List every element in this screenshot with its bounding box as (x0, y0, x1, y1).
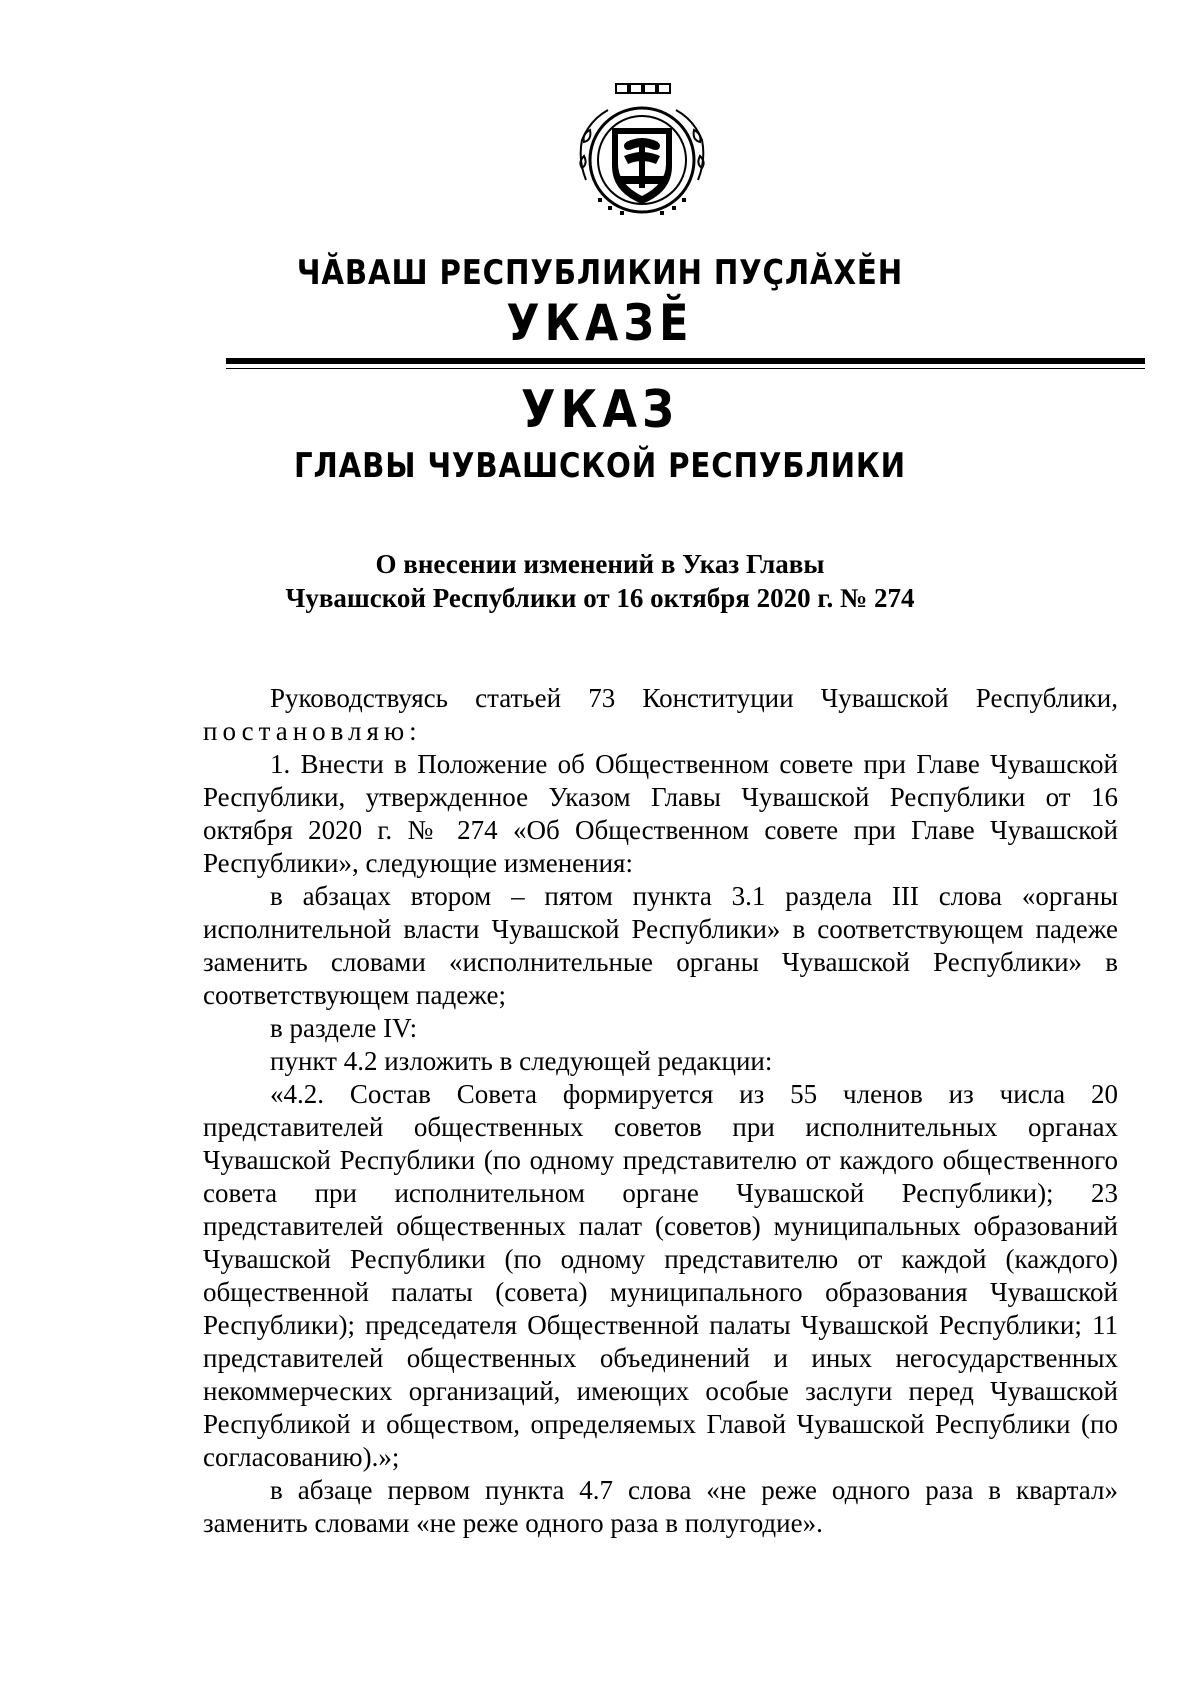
paragraph-item-1: 1. Внести в Положение об Общественном совете при Главе Чувашской Республики, утвержденное Указом Главы Чувашской Республики от 16 октября 2020 г. № 274 «Об Общественном совете при Главе Чувашской Республики», следующие изменения: (203, 749, 1118, 878)
header-russian-line2: ГЛАВЫ ЧУВАШСКОЙ РЕСПУБЛИКИ (293, 446, 907, 486)
coat-of-arms-icon (568, 80, 716, 228)
paragraph-preamble (203, 682, 1118, 748)
header-russian-line1: УКАЗ (520, 380, 680, 440)
document-title-line2: Чувашской Республики от 16 октября 2020 г. № 274 (285, 583, 915, 613)
document-title (0, 547, 1200, 615)
document-body (203, 682, 1118, 1540)
preamble-decree-word: постановляю: (203, 716, 422, 746)
paragraph-item-4-2-intro: пункт 4.2 изложить в следующей редакции: (270, 1046, 773, 1076)
paragraph-section-3-change: в абзацах втором – пятом пункта 3.1 раздела III слова «органы исполнительной власти Чувашской Республики» в соответствующем падеже заменить словами «исполнительные органы Чувашской Республики» в соответствующем падеже; (203, 881, 1118, 1010)
header-divider-thin (226, 368, 1145, 369)
paragraph-section-4: в разделе IV: (270, 1013, 418, 1043)
header-chuvash-line1: ЧӐВАШ РЕСПУБЛИКИН ПУҪЛӐХӖН (296, 253, 904, 293)
paragraph-item-4-7-change: в абзаце первом пункта 4.7 слова «не реже одного раза в квартал» заменить словами «не реже одного раза в полугодие». (203, 1475, 1118, 1538)
paragraph-item-4-2-text: «4.2. Состав Совета формируется из 55 членов из числа 20 представителей общественных советов при исполнительных органах Чувашской Республики (по одному представителю от каждого общественного совета при исполнительном органе Чувашской Республики); 23 представителей общественных палат (советов) муниципальных образований Чувашской Республики (по одному представителю от каждой (каждого) общественной палаты (совета) муниципального образования Чувашской Республики); председателя Общественной палаты Чувашской Республики; 11 представителей общественных объединений и иных негосударственных некоммерческих организаций, имеющих особые заслуги перед Чувашской Республикой и обществом, определяемых Главой Чувашской Республики (по согласованию).»; (203, 1079, 1118, 1472)
document-title-line1: О внесении изменений в Указ Главы (375, 549, 825, 579)
preamble-text: Руководствуясь статьей 73 Конституции Чувашской Республики, (270, 683, 1118, 713)
header-divider-thick (226, 358, 1145, 364)
header-chuvash-line2: УКАЗӖ (506, 294, 694, 352)
